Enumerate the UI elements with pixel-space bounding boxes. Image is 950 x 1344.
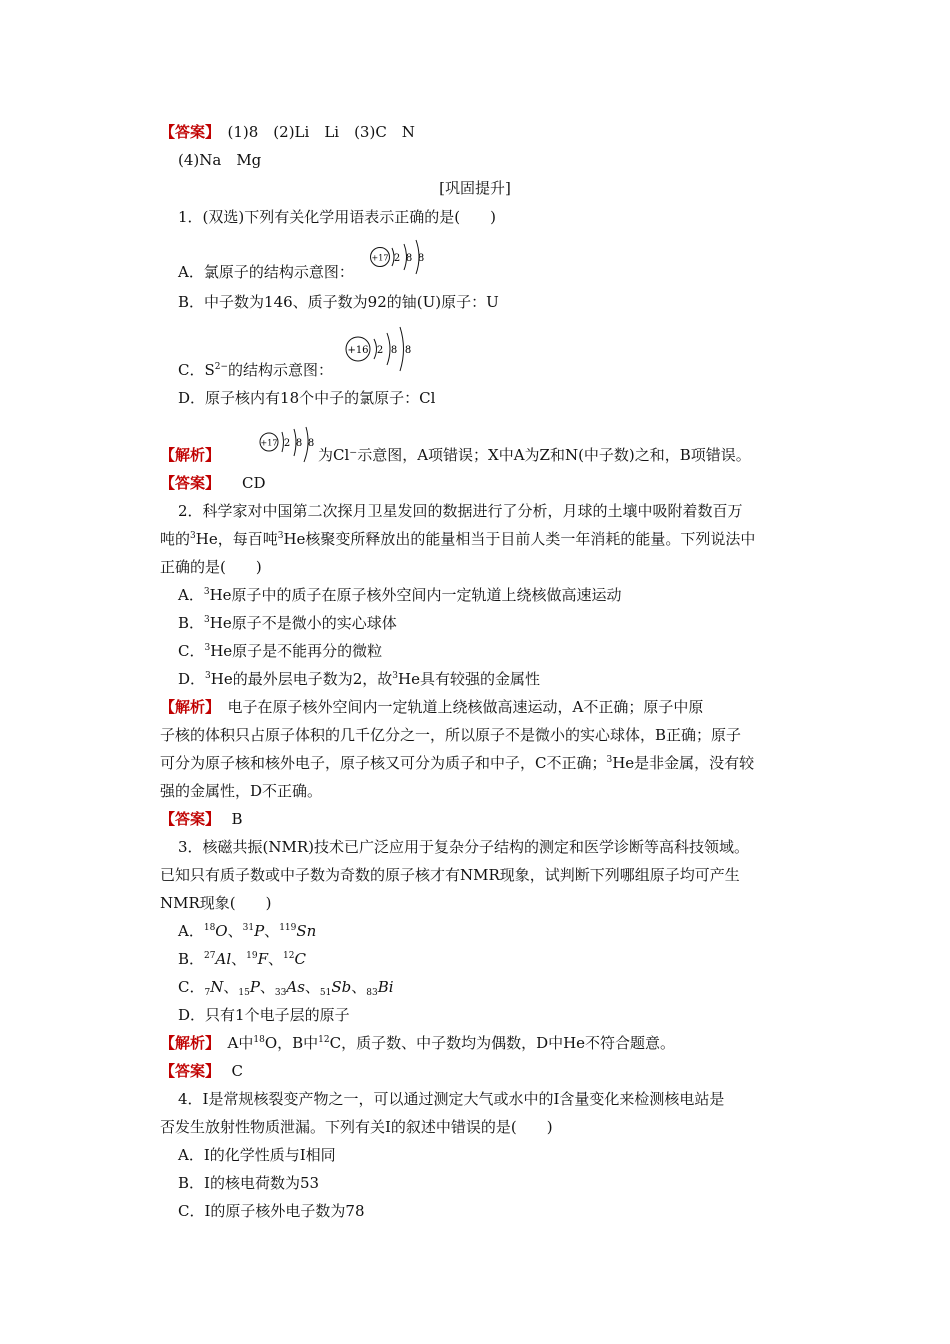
- separator: 、: [351, 978, 367, 996]
- option-label: A．: [178, 922, 204, 940]
- q2-analysis-line-3: [160, 753, 754, 773]
- diagram-shell-1: 2: [376, 345, 384, 356]
- q2-analysis-line-1: [160, 697, 703, 717]
- mass-number: 31: [242, 923, 255, 933]
- element-symbol: N: [210, 978, 224, 996]
- answer-tag: 【答案】: [160, 474, 221, 492]
- separator: 、: [223, 978, 239, 996]
- mass-number: 3: [204, 615, 210, 625]
- q3-analysis-part: A中: [212, 1034, 254, 1052]
- element-symbol: C: [294, 950, 306, 968]
- q2-answer: [160, 809, 243, 829]
- q2-analysis-line-4: 强的金属性，D不正确。: [160, 782, 323, 800]
- q1-c-charge: 2−: [214, 362, 229, 372]
- mass-number: 3: [203, 587, 210, 597]
- section-title: [巩固提升]: [439, 179, 511, 197]
- q1-answer: [160, 473, 266, 493]
- q2-stem-part: 吨的: [160, 530, 191, 548]
- q1-c-prefix: C．S: [178, 361, 215, 379]
- element-symbol: Bi: [377, 978, 394, 996]
- q2-stem-line-1: 2．科学家对中国第二次探月卫星发回的数据进行了分析，月球的土壤中吸附着数百万: [178, 502, 743, 520]
- q2-option-a: [178, 585, 622, 605]
- diagram-shell-2: 8: [295, 438, 303, 449]
- diagram-nucleus: +17: [260, 438, 278, 448]
- element-symbol: P: [249, 978, 260, 996]
- q2-stem-line-2: [160, 529, 755, 549]
- diagram-shell-1: 2: [283, 438, 291, 449]
- q4-option-c: C．I的原子核外电子数为78: [178, 1202, 365, 1220]
- q3-analysis-part: C，质子数、中子数均为偶数，D中He不符合题意。: [329, 1034, 676, 1052]
- element-symbol: Sb: [331, 978, 352, 996]
- mass-number: 3: [204, 643, 211, 653]
- q2-analysis-line-2: 子核的体积只占原子体积的几千亿分之一，所以原子不是微小的实心球体，B正确；原子: [160, 726, 742, 744]
- atomic-number: 15: [238, 988, 250, 998]
- q3-answer-value: C: [216, 1062, 243, 1080]
- q1-option-a: A．氯原子的结构示意图：: [178, 263, 354, 281]
- option-text: He原子中的质子在原子核外空间内一定轨道上绕核做高速运动: [209, 586, 622, 604]
- element-symbol: P: [254, 922, 265, 940]
- q3-analysis: [160, 1033, 675, 1053]
- element-symbol: Sn: [296, 922, 317, 940]
- answer-tag: 【答案】: [160, 810, 213, 828]
- q3-option-b: [178, 949, 306, 969]
- q2-stem-line-3: 正确的是( ): [160, 558, 262, 576]
- atomic-number: 33: [274, 988, 287, 998]
- mass-number: 12: [283, 951, 295, 961]
- analysis-tag: 【解析】: [160, 698, 213, 716]
- separator: 、: [268, 950, 284, 968]
- q1-option-d: D．原子核内有18个中子的氯原子：Cl: [178, 389, 436, 407]
- q4-stem-line-1: 4．I是常规核裂变产物之一，可以通过测定大气或水中的I含量变化来检测核电站是: [178, 1090, 725, 1108]
- atomic-number: 83: [366, 988, 378, 998]
- q1-analysis-text: 为Cl⁻示意图，A项错误；X中A为Z和N(中子数)之和，B项错误。: [318, 446, 751, 464]
- mass-number: 3: [606, 755, 613, 765]
- element-symbol: As: [286, 978, 305, 996]
- q3-stem-line-3: NMR现象( ): [160, 894, 272, 912]
- option-text: He原子不是微小的实心球体: [209, 614, 397, 632]
- q2-stem-part: He，每百吨: [195, 530, 278, 548]
- mass-number: 3: [277, 531, 284, 541]
- mass-number: 19: [246, 951, 258, 961]
- q1-c-suffix: 的结构示意图：: [228, 361, 334, 379]
- atomic-number: 7: [204, 988, 211, 998]
- q1-c-atom-diagram: [343, 322, 425, 376]
- element-symbol: Al: [215, 950, 232, 968]
- q1-analysis-atom-diagram: [258, 426, 322, 466]
- element-symbol: F: [257, 950, 269, 968]
- q3-analysis-part: O，B中: [264, 1034, 319, 1052]
- element-symbol: O: [215, 922, 228, 940]
- option-label: B．: [178, 614, 205, 632]
- diagram-shell-2: 8: [405, 253, 413, 264]
- mass-number: 3: [190, 531, 196, 541]
- separator: 、: [304, 978, 320, 996]
- q3-stem-line-2: 已知只有质子数或中子数为奇数的原子核才有NMR现象，试判断下列哪组原子均可产生: [160, 866, 740, 884]
- atomic-number: 51: [319, 988, 332, 998]
- separator: 、: [259, 978, 275, 996]
- diagram-shell-3: 8: [404, 345, 412, 356]
- mass-number: 18: [203, 923, 216, 933]
- top-answer-text: (1)8 (2)Li Li (3)C N: [212, 123, 415, 141]
- mass-number: 27: [204, 951, 216, 961]
- q1-answer-value: CD: [242, 474, 266, 492]
- q3-option-d: D．只有1个电子层的原子: [178, 1006, 350, 1024]
- answer-tag: 【答案】: [160, 1062, 213, 1080]
- mass-number: 119: [279, 923, 297, 933]
- q2-option-c: [178, 641, 382, 661]
- q1-stem: 1．(双选)下列有关化学用语表示正确的是( ): [178, 208, 496, 226]
- q2-analysis-part: 可分为原子核和核外电子，原子核又可分为质子和中子，C不正确；: [160, 754, 607, 772]
- analysis-tag: 【解析】: [160, 1034, 213, 1052]
- diagram-shell-1: 2: [393, 253, 401, 264]
- diagram-shell-3: 8: [307, 438, 315, 449]
- separator: 、: [231, 950, 247, 968]
- q1-analysis: [160, 445, 220, 465]
- option-text: He的最外层电子数为2，故: [210, 670, 393, 688]
- q3-stem-line-1: 3．核磁共振(NMR)技术已广泛应用于复杂分子结构的测定和医学诊断等高科技领域。: [178, 838, 750, 856]
- option-label: C．: [178, 978, 205, 996]
- q1-a-atom-diagram: [368, 236, 438, 278]
- mass-number: 3: [205, 671, 211, 681]
- diagram-nucleus: +16: [347, 345, 369, 356]
- answer-tag: 【答案】: [160, 123, 213, 141]
- q3-option-c: [178, 977, 394, 997]
- top-answer-line: [160, 122, 415, 142]
- q4-option-b: B．I的核电荷数为53: [178, 1174, 320, 1192]
- q4-option-a: A．I的化学性质与I相同: [178, 1146, 336, 1164]
- q2-stem-part: He核聚变所释放出的能量相当于目前人类一年消耗的能量。下列说法中: [283, 530, 756, 548]
- q2-option-d: [178, 669, 540, 689]
- q2-answer-value: B: [216, 810, 243, 828]
- q4-stem-line-2: 否发生放射性物质泄漏。下列有关I的叙述中错误的是( ): [160, 1118, 553, 1136]
- q3-answer: [160, 1061, 243, 1081]
- option-label: C．: [178, 642, 205, 660]
- q3-option-a: [178, 921, 316, 941]
- option-text: He具有较强的金属性: [398, 670, 540, 688]
- separator: 、: [264, 922, 280, 940]
- separator: 、: [227, 922, 243, 940]
- q2-analysis-text: 电子在原子核外空间内一定轨道上绕核做高速运动，A不正确；原子中原: [212, 698, 704, 716]
- option-label: B．: [178, 950, 205, 968]
- q1-option-c: [178, 360, 333, 380]
- q2-option-b: [178, 613, 397, 633]
- mass-number: 18: [253, 1035, 265, 1045]
- option-text: He原子是不能再分的微粒: [210, 642, 383, 660]
- diagram-shell-3: 8: [417, 253, 425, 264]
- mass-number: 12: [318, 1035, 330, 1045]
- analysis-tag: 【解析】: [160, 446, 221, 464]
- q1-option-b: B．中子数为146、质子数为92的铀(U)原子：U: [178, 293, 499, 311]
- option-label: D．: [178, 670, 206, 688]
- top-answer-line-2: (4)Na Mg: [178, 151, 262, 169]
- option-label: A．: [178, 586, 204, 604]
- diagram-shell-2: 8: [390, 345, 398, 356]
- diagram-nucleus: +17: [371, 253, 389, 263]
- q2-analysis-part: He是非金属，没有较: [612, 754, 755, 772]
- mass-number: 3: [392, 671, 399, 681]
